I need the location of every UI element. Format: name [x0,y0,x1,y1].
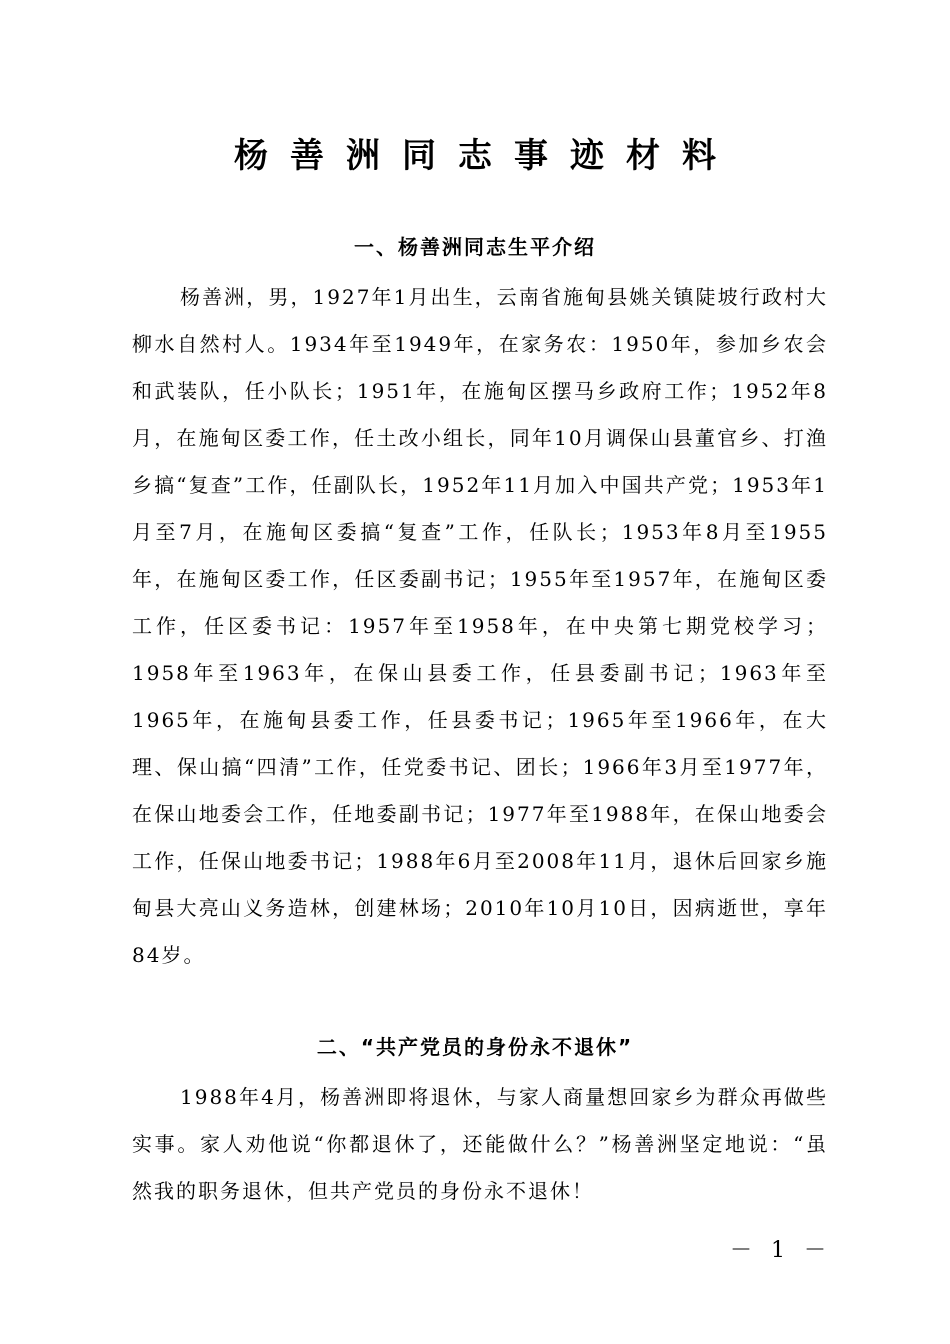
biography-paragraph: 杨善洲，男，1927年1月出生，云南省施甸县姚关镇陡坡行政村大柳水自然村人。1934年至1949年，在家务农：1950年，参加乡农会和武装队，任小队长；1951年，在施甸区摆马乡政府工作；1952年8月，在施甸区委工作，任土改小组长，同年10月调保山县董官乡、打渔乡搞“复查”工作，任副队长，1952年11月加入中国共产党；1953年1月至7月，在施甸区委搞“复查”工作，任队长；1953年8月至1955年，在施甸区委工作，任区委副书记；1955年至1957年，在施甸区委工作，任区委书记：1957年至1958年，在中央第七期党校学习；1958年至1963年，在保山县委工作，任县委副书记；1963年至1965年，在施甸县委工作，任县委书记；1965年至1966年，在大理、保山搞“四清”工作，任党委书记、团长；1966年3月至1977年，在保山地委会工作，任地委副书记；1977年至1988年，在保山地委会工作，任保山地委书记；1988年6月至2008年11月，退休后回家乡施甸县大亮山义务造林，创建林场；2010年10月10日，因病逝世，享年84岁。 [132,285,828,967]
never-retire-paragraph: 1988年4月，杨善洲即将退休，与家人商量想回家乡为群众再做些实事。家人劝他说“你都退休了，还能做什么？”杨善洲坚定地说：“虽然我的职务退休，但共产党员的身份永不退休！ [132,1085,828,1203]
page-number: － 1 － [730,1238,832,1263]
document-title: 杨善洲同志事迹材料 [234,136,738,176]
section-heading-never-retire: 二、“共产党员的身份永不退休” [316,1035,634,1059]
section-heading-biography: 一、杨善洲同志生平介绍 [354,235,596,259]
